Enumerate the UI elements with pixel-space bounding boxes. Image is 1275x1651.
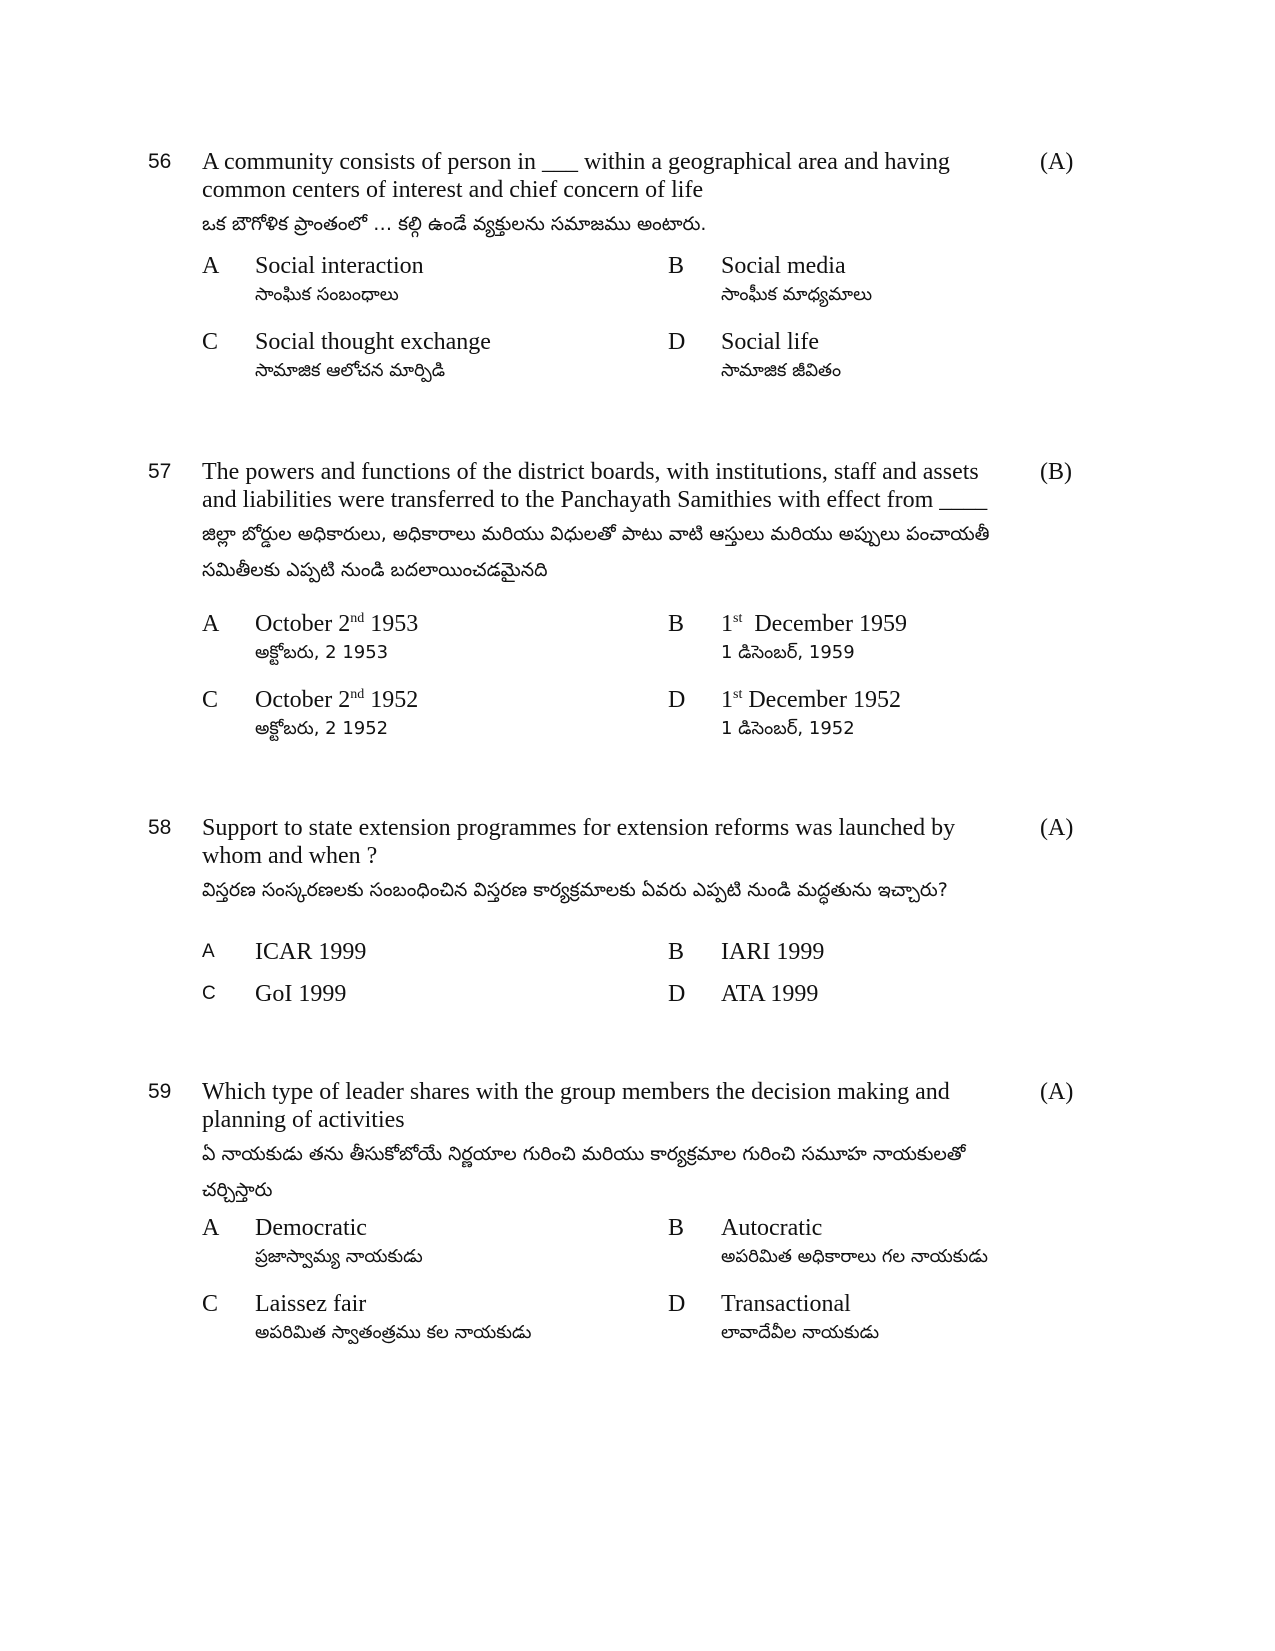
answer-key: (A) [1040, 149, 1074, 175]
question-number: 57 [148, 460, 172, 483]
answer-key: (A) [1040, 1079, 1074, 1105]
option-text-te: అపరిమిత స్వాతంత్రము కల నాయకుడు [255, 1322, 532, 1343]
option-text-te: 1 డిసెంబర్, 1959 [721, 642, 855, 663]
option-letter: C [202, 329, 219, 355]
option-text-en: Transactional [721, 1291, 851, 1317]
question-number: 56 [148, 150, 172, 173]
option-letter: C [202, 687, 219, 713]
question-text-te: జిల్లా బోర్డుల అధికారులు, అధికారాలు మరియు విధులతో పాటు వాటి ఆస్తులు మరియు అప్పులు పంచాయతీ సమితీలకు ఎప్పటి నుండి బదలాయించడమైనది [202, 523, 990, 581]
option-text-te: అక్టోబరు, 2 1952 [255, 718, 389, 739]
question-text [202, 458, 1017, 588]
option-letter: D [668, 981, 686, 1007]
option-letter: A [202, 611, 220, 637]
question-text-en: The powers and functions of the district boards, with institutions, staff and assets and liabilities were transferred to the Panchayath Samithies with effect from ____ [202, 459, 988, 513]
option-letter: C [202, 1291, 219, 1317]
option-text-en: ICAR 1999 [255, 939, 367, 965]
option-letter: C [202, 983, 216, 1004]
option-text-en: Social interaction [255, 253, 424, 279]
question-text-en: A community consists of person in ___ within a geographical area and having common centers of interest and chief concern of life [202, 149, 950, 203]
option-text-en: Autocratic [721, 1215, 823, 1241]
question-number: 58 [148, 816, 172, 839]
option-text-en: Laissez fair [255, 1291, 367, 1317]
question-text [202, 814, 1017, 908]
question-text-te: విస్తరణ సంస్కరణలకు సంబంధించిన విస్తరణ కార్యక్రమాలకు ఏవరు ఎప్పటి నుండి మద్ధతును ఇచ్చారు? [202, 879, 948, 901]
option-text-en: 1st December 1959 [721, 611, 907, 637]
option-letter: A [202, 253, 220, 279]
option-text-en: Democratic [255, 1215, 367, 1241]
option-text-te: అపరిమిత అధికారాలు గల నాయకుడు [721, 1246, 988, 1267]
option-text-en: Social media [721, 253, 846, 279]
question-text [202, 1078, 1017, 1208]
option-text-te: సామాజిక ఆలోచన మార్పిడి [255, 360, 446, 381]
option-letter: B [668, 1215, 685, 1241]
option-text-te: 1 డిసెంబర్, 1952 [721, 718, 855, 739]
option-letter: D [668, 329, 686, 355]
option-text-te: అక్టోబరు, 2 1953 [255, 642, 389, 663]
option-letter: D [668, 687, 686, 713]
question-text [202, 148, 1017, 242]
answer-key: (B) [1040, 459, 1072, 485]
option-text-en: October 2nd 1953 [255, 611, 419, 637]
question-number: 59 [148, 1080, 172, 1103]
question-text-te: ఒక బౌగోళిక ప్రాంతంలో … కల్గి ఉండే వ్యక్తులను సమాజము అంటారు. [202, 213, 707, 235]
option-text-en: Social life [721, 329, 819, 355]
option-text-en: Social thought exchange [255, 329, 491, 355]
question-text-en: Which type of leader shares with the group members the decision making and planning of activities [202, 1079, 950, 1133]
answer-key: (A) [1040, 815, 1074, 841]
question-text-en: Support to state extension programmes for extension reforms was launched by whom and when ? [202, 815, 956, 869]
option-text-en: IARI 1999 [721, 939, 825, 965]
option-text-te: సాంఘిక సంబంధాలు [255, 284, 399, 305]
option-text-te: ప్రజాస్వామ్య నాయకుడు [255, 1246, 423, 1267]
option-text-en: GoI 1999 [255, 981, 347, 1007]
option-letter: D [668, 1291, 686, 1317]
option-text-en: ATA 1999 [721, 981, 819, 1007]
option-letter: B [668, 611, 685, 637]
option-letter: B [668, 253, 685, 279]
option-letter: B [668, 939, 685, 965]
option-text-te: సాంఘీక మాధ్యమాలు [721, 284, 873, 305]
option-text-te: సామాజిక జీవితం [721, 360, 842, 381]
question-text-te: ఏ నాయకుడు తను తీసుకోబోయే నిర్ణయాల గురించి మరియు కార్యక్రమాల గురించి సమూహ నాయకులతో చర్చిస్తారు [202, 1143, 966, 1201]
option-letter: A [202, 941, 215, 962]
option-text-en: October 2nd 1952 [255, 687, 419, 713]
option-letter: A [202, 1215, 220, 1241]
option-text-en: 1st December 1952 [721, 687, 901, 713]
option-text-te: లావాదేవీల నాయకుడు [721, 1322, 880, 1343]
